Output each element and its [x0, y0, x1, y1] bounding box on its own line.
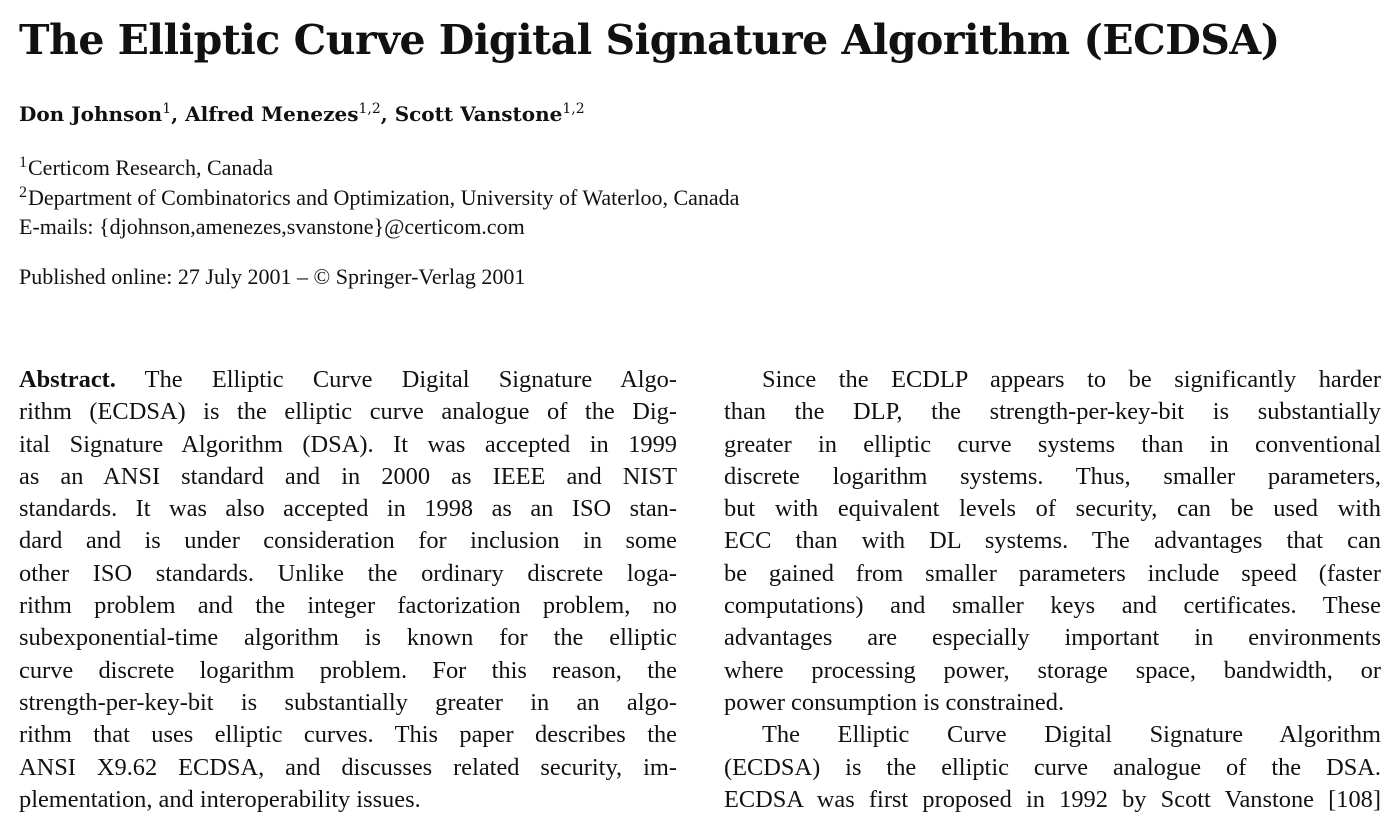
email-line: E-mails: {djohnson,amenezes,svanstone}@certicom.com: [19, 214, 525, 239]
body-line: Since the ECDLP appears to be significantly harder: [762, 366, 1381, 393]
affiliation-text: Department of Combinatorics and Optimization, University of Waterloo, Canada: [28, 184, 740, 210]
abstract-line: curve discrete logarithm problem. For this reason, the: [19, 656, 677, 684]
affiliation-line: [19, 153, 739, 183]
body-line: but with equivalent levels of security, can be used with: [724, 495, 1381, 523]
author-separator: ,: [171, 102, 186, 126]
author-affiliation-mark: 1: [162, 101, 172, 117]
author-name: Don Johnson: [19, 102, 163, 126]
author-affiliation-mark: 1,2: [358, 101, 381, 117]
abstract-column: [19, 364, 677, 816]
abstract-line: ANSI X9.62 ECDSA, and discusses related security, im-: [19, 753, 677, 781]
author-affiliation-mark: 1,2: [562, 101, 585, 117]
body-column: [724, 364, 1381, 816]
abstract-line: standards. It was also accepted in 1998 as an ISO stan-: [19, 495, 677, 523]
abstract-line: rithm problem and the integer factorization problem, no: [19, 592, 677, 620]
abstract-line: rithm that uses elliptic curves. This paper describes the: [19, 721, 677, 749]
body-line: greater in elliptic curve systems than in conventional: [724, 430, 1381, 458]
abstract-line: ital Signature Algorithm (DSA). It was accepted in 1999: [19, 430, 677, 458]
body-line: advantages are especially important in environments: [724, 624, 1381, 652]
affiliation-text: Certicom Research, Canada: [28, 155, 273, 180]
author-list: [19, 97, 585, 131]
affiliation-line: [19, 183, 739, 213]
abstract-label: Abstract.: [19, 366, 116, 393]
affiliation-mark: 1: [19, 154, 27, 171]
author-name: Scott Vanstone: [394, 102, 563, 126]
affiliation-mark: 2: [19, 183, 27, 201]
abstract-line: [19, 364, 677, 396]
body-line: be gained from smaller parameters include speed (faster: [724, 559, 1381, 587]
body-line: The Elliptic Curve Digital Signature Algorithm: [762, 721, 1381, 749]
author-separator: ,: [380, 102, 395, 126]
publication-info: Published online: 27 July 2001 – © Springer-Verlag 2001: [19, 264, 526, 289]
abstract-first-text: The Elliptic Curve Digital Signature Algo-: [115, 366, 677, 393]
abstract-line: as an ANSI standard and in 2000 as IEEE and NIST: [19, 462, 677, 490]
body-line: ECDSA was first proposed in 1992 by Scott Vanstone [108]: [724, 785, 1381, 813]
body-line: discrete logarithm systems. Thus, smaller parameters,: [724, 462, 1381, 490]
abstract-line: other ISO standards. Unlike the ordinary discrete loga-: [19, 559, 677, 587]
abstract-line: plementation, and interoperability issues.: [19, 785, 421, 813]
abstract-line: subexponential-time algorithm is known for the elliptic: [19, 624, 677, 652]
abstract-line: dard and is under consideration for inclusion in some: [19, 527, 677, 555]
abstract-line: strength-per-key-bit is substantially greater in an algo-: [19, 688, 677, 716]
paper-title: The Elliptic Curve Digital Signature Algorithm (ECDSA): [19, 16, 1280, 64]
author-name: Alfred Menezes: [185, 102, 359, 126]
affiliation-block: [19, 153, 739, 242]
body-line: where processing power, storage space, bandwidth, or: [724, 656, 1381, 684]
body-line: (ECDSA) is the elliptic curve analogue of the DSA.: [724, 753, 1381, 781]
abstract-line: rithm (ECDSA) is the elliptic curve analogue of the Dig-: [19, 398, 677, 426]
body-line: than the DLP, the strength-per-key-bit is substantially: [724, 398, 1381, 426]
body-line: computations) and smaller keys and certificates. These: [724, 592, 1381, 620]
body-line: ECC than with DL systems. The advantages that can: [724, 527, 1381, 555]
body-line: power consumption is constrained.: [724, 688, 1065, 716]
